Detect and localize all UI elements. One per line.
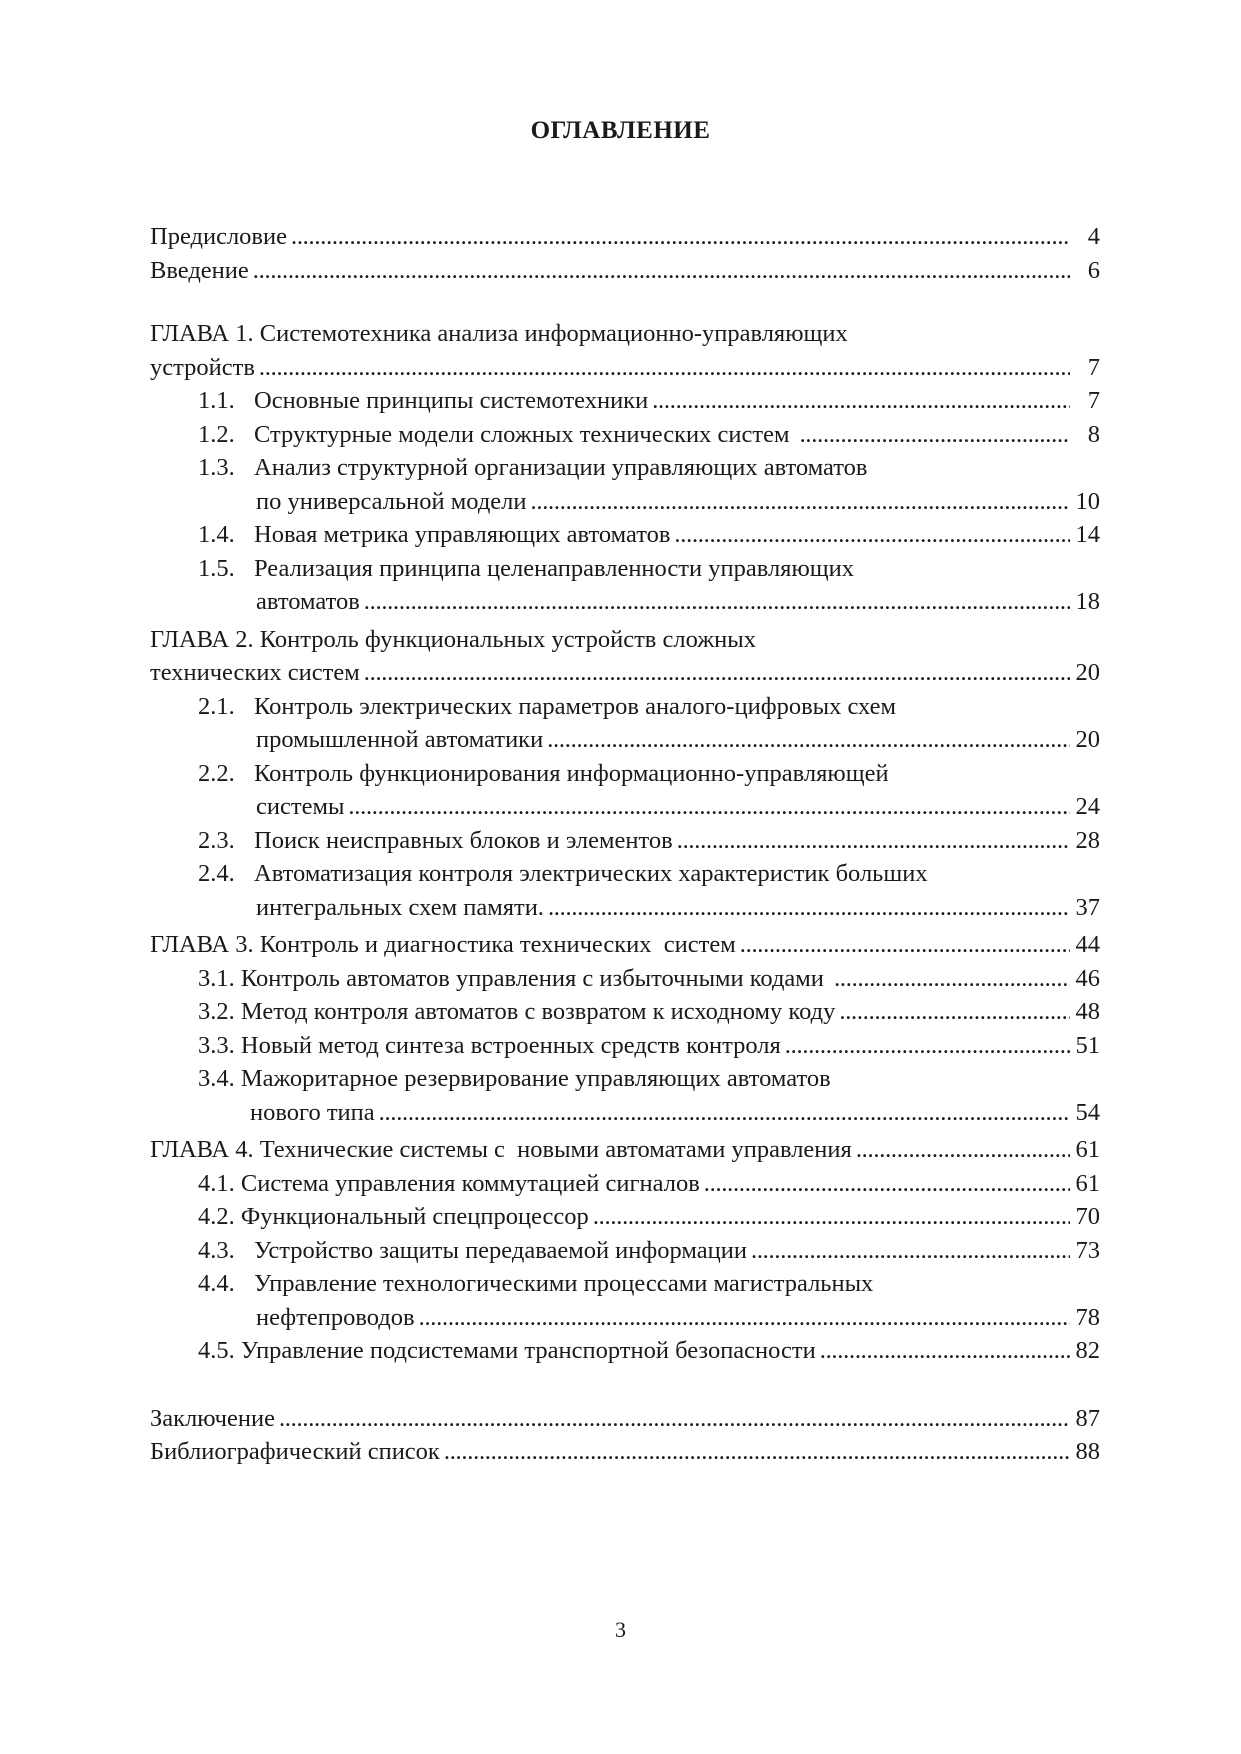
toc-chapter-2-heading-cont[interactable] — [150, 656, 1100, 690]
toc-entry-title: 3.4. Мажоритарное резервирование управляющих автоматов — [198, 1065, 831, 1092]
toc-entry-title: устройств — [150, 353, 255, 381]
toc-section-4-1[interactable] — [150, 1167, 1100, 1201]
toc-page-number: 61 — [1075, 1136, 1100, 1163]
toc-entry-title: Реализация принципа целенаправленности управляющих — [254, 554, 854, 582]
toc-entry-title: ГЛАВА 4. Технические системы с новыми автоматами управления — [150, 1136, 852, 1163]
dot-leader — [364, 585, 1070, 619]
toc-page-number: 14 — [1075, 521, 1100, 548]
toc-page-number: 20 — [1075, 726, 1100, 753]
toc-section-3-4[interactable] — [150, 1062, 1100, 1096]
dot-leader — [348, 790, 1070, 824]
toc-entry-introduction[interactable] — [150, 254, 1100, 288]
toc-page-number: 54 — [1075, 1098, 1100, 1126]
toc-entry-title: ГЛАВА 2. Контроль функциональных устройств сложных — [150, 625, 756, 653]
toc-section-number: 2.1. — [198, 692, 235, 720]
toc-section-number: 1.4. — [198, 521, 235, 548]
toc-page-number: 10 — [1075, 487, 1100, 515]
toc-section-4-4-cont[interactable] — [150, 1301, 1100, 1335]
toc-entry-title: Устройство защиты передаваемой информации — [254, 1236, 747, 1264]
toc-entry-conclusion[interactable] — [150, 1402, 1100, 1436]
dot-leader — [751, 1234, 1070, 1268]
dot-leader — [652, 384, 1070, 418]
toc-section-2-4[interactable] — [150, 857, 1100, 891]
toc-page-number: 8 — [1087, 420, 1100, 448]
toc-section-3-4-cont[interactable] — [150, 1096, 1100, 1130]
toc-page-number: 44 — [1075, 931, 1100, 958]
page-number: 3 — [615, 1617, 626, 1642]
dot-leader — [253, 254, 1070, 288]
toc-entry-title: Новая метрика управляющих автоматов — [254, 521, 671, 548]
toc-section-number: 2.4. — [198, 860, 235, 887]
toc-entry-title: ГЛАВА 3. Контроль и диагностика технических систем — [150, 931, 736, 958]
toc-chapter-4-heading[interactable] — [150, 1133, 1100, 1167]
page-title: ОГЛАВЛЕНИЕ — [530, 117, 711, 144]
dot-leader — [785, 1029, 1070, 1063]
dot-leader — [834, 962, 1070, 996]
toc-section-3-1[interactable] — [150, 962, 1100, 996]
toc-chapter-2-heading[interactable] — [150, 623, 1100, 657]
toc-page-number: 20 — [1075, 659, 1100, 686]
toc-page-number: 7 — [1087, 353, 1100, 381]
dot-leader — [677, 824, 1070, 858]
toc-page-number: 28 — [1075, 826, 1100, 854]
toc-section-number: 1.1. — [198, 387, 235, 414]
toc-section-number: 1.2. — [198, 420, 235, 448]
toc-section-number: 2.3. — [198, 826, 235, 854]
toc-section-2-1[interactable] — [150, 690, 1100, 724]
toc-entry-title: Контроль электрических параметров аналого-цифровых схем — [254, 692, 897, 720]
toc-entry-title: Структурные модели сложных технических систем — [254, 420, 796, 448]
toc-section-1-5-cont[interactable] — [150, 585, 1100, 619]
toc-entry-title: Основные принципы системотехники — [254, 387, 649, 414]
toc-section-2-2-cont[interactable] — [150, 790, 1100, 824]
toc-entry-title: Управление технологическими процессами магистральных — [254, 1270, 874, 1297]
dot-leader — [379, 1096, 1070, 1130]
toc-section-1-4[interactable] — [150, 518, 1100, 552]
toc-section-4-4[interactable] — [150, 1267, 1100, 1301]
toc-chapter-1-heading[interactable] — [150, 317, 1100, 351]
toc-entry-title: Заключение — [150, 1404, 275, 1432]
dot-leader — [800, 418, 1070, 452]
dot-leader — [548, 891, 1070, 925]
toc-page-number: 37 — [1075, 893, 1100, 921]
toc-page-number: 78 — [1075, 1303, 1100, 1331]
toc-page-number: 73 — [1075, 1236, 1100, 1264]
toc-page-number: 18 — [1075, 588, 1100, 615]
dot-leader — [259, 351, 1070, 385]
toc-page-number: 48 — [1075, 998, 1100, 1025]
toc-entry-title: 3.1. Контроль автоматов управления с избыточными кодами — [198, 964, 831, 992]
toc-entry-preface[interactable] — [150, 220, 1100, 254]
table-of-contents — [150, 220, 1100, 1469]
toc-section-1-1[interactable] — [150, 384, 1100, 418]
toc-entry-title: технических систем — [150, 659, 360, 686]
toc-section-1-2[interactable] — [150, 418, 1100, 452]
toc-section-1-3-cont[interactable] — [150, 485, 1100, 519]
toc-section-3-2[interactable] — [150, 995, 1100, 1029]
toc-page-number: 24 — [1075, 793, 1100, 820]
dot-leader — [547, 723, 1070, 757]
toc-section-4-5[interactable] — [150, 1334, 1100, 1368]
dot-leader — [740, 928, 1070, 962]
toc-page-number: 88 — [1075, 1438, 1100, 1465]
toc-entry-title: 4.1. Система управления коммутацией сигналов — [198, 1169, 700, 1197]
toc-entry-title: Поиск неисправных блоков и элементов — [254, 826, 673, 854]
dot-leader — [444, 1435, 1070, 1469]
toc-entry-title: 3.2. Метод контроля автоматов с возвратом к исходному коду — [198, 998, 836, 1025]
dot-leader — [279, 1402, 1070, 1436]
toc-section-3-3[interactable] — [150, 1029, 1100, 1063]
toc-entry-title: 3.3. Новый метод синтеза встроенных средств контроля — [198, 1031, 781, 1059]
toc-page-number: 7 — [1087, 387, 1100, 414]
toc-entry-title: автоматов — [256, 588, 360, 615]
toc-section-4-3[interactable] — [150, 1234, 1100, 1268]
dot-leader — [291, 220, 1070, 254]
toc-entry-title: Контроль функционирования информационно-управляющей — [254, 759, 889, 787]
toc-entry-title: интегральных схем памяти. — [256, 893, 544, 921]
toc-entry-title: Предисловие — [150, 223, 287, 250]
toc-page-number: 70 — [1075, 1203, 1100, 1230]
toc-section-2-1-cont[interactable] — [150, 723, 1100, 757]
dot-leader — [364, 656, 1070, 690]
toc-section-number: 4.3. — [198, 1236, 235, 1264]
dot-leader — [674, 518, 1070, 552]
toc-entry-title: по универсальной модели — [256, 487, 527, 515]
dot-leader — [820, 1334, 1070, 1368]
toc-entry-title: Автоматизация контроля электрических характеристик больших — [254, 860, 928, 887]
dot-leader — [704, 1167, 1070, 1201]
dot-leader — [856, 1133, 1070, 1167]
toc-page-number: 46 — [1075, 964, 1100, 992]
dot-leader — [593, 1200, 1070, 1234]
toc-page-number: 61 — [1075, 1169, 1100, 1197]
toc-section-1-3[interactable] — [150, 451, 1100, 485]
toc-page-number: 82 — [1075, 1337, 1100, 1364]
toc-section-2-3[interactable] — [150, 824, 1100, 858]
toc-entry-title: Введение — [150, 256, 249, 284]
toc-section-4-2[interactable] — [150, 1200, 1100, 1234]
toc-entry-title: 4.2. Функциональный спецпроцессор — [198, 1203, 589, 1230]
dot-leader — [531, 485, 1071, 519]
toc-page-number: 4 — [1087, 223, 1100, 250]
toc-entry-title: 4.5. Управление подсистемами транспортной безопасности — [198, 1337, 816, 1364]
toc-entry-title: промышленной автоматики — [256, 726, 544, 753]
toc-section-number: 4.4. — [198, 1270, 235, 1297]
toc-section-number: 1.5. — [198, 554, 235, 582]
toc-section-1-5[interactable] — [150, 552, 1100, 586]
toc-entry-title: ГЛАВА 1. Системотехника анализа информационно-управляющих — [150, 320, 848, 347]
dot-leader — [419, 1301, 1070, 1335]
toc-chapter-3-heading[interactable] — [150, 928, 1100, 962]
toc-entry-title: нефтепроводов — [256, 1303, 415, 1331]
toc-page-number: 6 — [1087, 256, 1100, 284]
toc-section-2-4-cont[interactable] — [150, 891, 1100, 925]
dot-leader — [839, 995, 1070, 1029]
toc-section-number: 2.2. — [198, 759, 235, 787]
toc-section-number: 1.3. — [198, 454, 235, 481]
toc-entry-title: нового типа — [250, 1098, 375, 1126]
toc-entry-title: Библиографический список — [150, 1438, 440, 1465]
toc-page-number: 51 — [1075, 1031, 1100, 1059]
toc-entry-title: системы — [256, 793, 345, 820]
toc-section-2-2[interactable] — [150, 757, 1100, 791]
toc-entry-bibliography[interactable] — [150, 1435, 1100, 1469]
toc-page-number: 87 — [1075, 1404, 1100, 1432]
toc-entry-title: Анализ структурной организации управляющих автоматов — [254, 454, 868, 481]
toc-chapter-1-heading-cont[interactable] — [150, 351, 1100, 385]
